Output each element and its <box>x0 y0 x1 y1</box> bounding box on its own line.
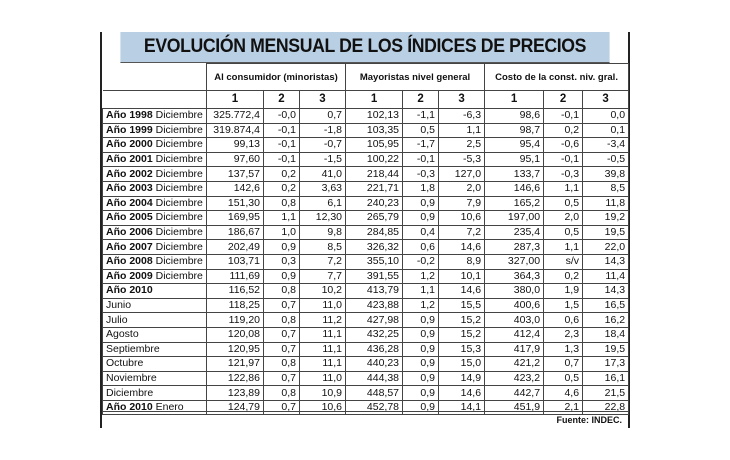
table-cell: 97,60 <box>207 152 264 167</box>
table-cell: 119,20 <box>207 313 264 328</box>
table-cell: -1,8 <box>300 123 346 138</box>
table-cell: 142,6 <box>207 181 264 196</box>
table-cell: 0,5 <box>544 371 583 386</box>
table-cell: 432,25 <box>346 327 403 342</box>
table-row <box>103 269 629 284</box>
col-number: 2 <box>403 91 439 109</box>
table-cell: 100,22 <box>346 152 403 167</box>
table-cell: 15,3 <box>439 342 485 357</box>
table-cell: 10,6 <box>439 211 485 226</box>
table-cell: s/v <box>544 254 583 269</box>
table-cell: 8,9 <box>439 254 485 269</box>
table-cell: 8,5 <box>300 240 346 255</box>
table-cell: 0,7 <box>264 371 300 386</box>
row-label-month: Diciembre <box>152 269 203 282</box>
table-cell: 9,8 <box>300 225 346 240</box>
table-cell: 22,8 <box>583 400 629 415</box>
table-cell: 412,4 <box>485 327 544 342</box>
table-cell: 14,6 <box>439 386 485 401</box>
table-cell: 0,9 <box>403 327 439 342</box>
table-row <box>103 400 629 415</box>
row-label <box>103 225 207 240</box>
table-cell: -0,1 <box>264 152 300 167</box>
table-cell: 1,1 <box>403 284 439 299</box>
table-cell: 11,8 <box>583 196 629 211</box>
table-cell: 98,7 <box>485 123 544 138</box>
table-cell: 0,4 <box>403 225 439 240</box>
table-cell: 124,79 <box>207 400 264 415</box>
table-cell: 122,86 <box>207 371 264 386</box>
row-label-month: Diciembre <box>152 182 203 195</box>
table-cell: 2,0 <box>439 181 485 196</box>
table-cell: 11,1 <box>300 327 346 342</box>
table-cell: 0,2 <box>544 269 583 284</box>
table-cell: 16,2 <box>583 313 629 328</box>
row-label-month: Agosto <box>106 328 139 341</box>
table-cell: 221,71 <box>346 181 403 196</box>
row-label <box>103 196 207 211</box>
table-cell: 10,1 <box>439 269 485 284</box>
row-label-month: Diciembre <box>152 196 203 209</box>
table-cell: 10,9 <box>300 386 346 401</box>
table-cell: 105,95 <box>346 138 403 153</box>
table-cell: 427,98 <box>346 313 403 328</box>
table-row <box>103 167 629 182</box>
table-cell: 1,1 <box>264 211 300 226</box>
table-cell: 0,9 <box>403 196 439 211</box>
row-label-month: Diciembre <box>152 255 203 268</box>
table-cell: 14,3 <box>583 284 629 299</box>
table-cell: 0,9 <box>264 240 300 255</box>
table-title: EVOLUCIÓN MENSUAL DE LOS ÍNDICES DE PRECIOS <box>120 32 609 63</box>
table-row <box>103 225 629 240</box>
table-cell: -0,6 <box>544 138 583 153</box>
table-cell: 202,49 <box>207 240 264 255</box>
table-cell: 0,1 <box>583 123 629 138</box>
table-cell: 186,67 <box>207 225 264 240</box>
row-label-month: Julio <box>106 313 128 326</box>
table-cell: 16,5 <box>583 298 629 313</box>
table-cell: 413,79 <box>346 284 403 299</box>
table-cell: 1,1 <box>544 181 583 196</box>
row-label-year: Año 2010 <box>106 284 153 297</box>
table-cell: 11,4 <box>583 269 629 284</box>
group-header-row <box>103 64 629 91</box>
row-label <box>103 269 207 284</box>
table-cell: -0,1 <box>403 152 439 167</box>
table-cell: 421,2 <box>485 357 544 372</box>
table-cell: 444,38 <box>346 371 403 386</box>
table-cell: 0,2 <box>264 181 300 196</box>
table-row <box>103 152 629 167</box>
table-row <box>103 357 629 372</box>
table-row <box>103 123 629 138</box>
table-row <box>103 211 629 226</box>
table-cell: -1,5 <box>300 152 346 167</box>
table-cell: 0,9 <box>403 211 439 226</box>
table-cell: 169,95 <box>207 211 264 226</box>
table-cell: 103,71 <box>207 254 264 269</box>
table-cell: 325.772,4 <box>207 109 264 124</box>
row-label <box>103 313 207 328</box>
col-number: 3 <box>439 91 485 109</box>
table-row <box>103 181 629 196</box>
table-cell: 0,8 <box>264 386 300 401</box>
table-cell: 391,55 <box>346 269 403 284</box>
row-label-month: Diciembre <box>152 123 203 136</box>
col-number: 1 <box>485 91 544 109</box>
row-label <box>103 181 207 196</box>
table-cell: 11,1 <box>300 357 346 372</box>
table-cell: 0,8 <box>264 357 300 372</box>
table-cell: 165,2 <box>485 196 544 211</box>
table-cell: 1,2 <box>403 298 439 313</box>
table-cell: 14,6 <box>439 240 485 255</box>
table-cell: 118,25 <box>207 298 264 313</box>
source-note: Fuente: INDEC. <box>556 415 622 425</box>
table-cell: -0,1 <box>264 138 300 153</box>
row-label <box>103 123 207 138</box>
row-label <box>103 386 207 401</box>
table-cell: -0,1 <box>264 123 300 138</box>
table-cell: -0,7 <box>300 138 346 153</box>
row-label <box>103 254 207 269</box>
table-cell: -0,3 <box>544 167 583 182</box>
table-cell: 15,2 <box>439 313 485 328</box>
table-cell: -5,3 <box>439 152 485 167</box>
row-label <box>103 211 207 226</box>
group-header-construction: Costo de la const. niv. gral. <box>485 64 629 91</box>
table-cell: 11,2 <box>300 313 346 328</box>
header-blank-2 <box>103 91 207 109</box>
table-cell: 98,6 <box>485 109 544 124</box>
table-cell: 2,5 <box>439 138 485 153</box>
table-cell: 14,1 <box>439 400 485 415</box>
table-cell: 326,32 <box>346 240 403 255</box>
col-number: 2 <box>544 91 583 109</box>
row-label <box>103 240 207 255</box>
table-cell: 0,8 <box>264 313 300 328</box>
table-cell: 7,7 <box>300 269 346 284</box>
table-cell: 10,6 <box>300 400 346 415</box>
table-cell: 14,3 <box>583 254 629 269</box>
col-number: 3 <box>300 91 346 109</box>
table-cell: 21,5 <box>583 386 629 401</box>
table-cell: 39,8 <box>583 167 629 182</box>
table-cell: 240,23 <box>346 196 403 211</box>
row-label-month: Noviembre <box>106 371 157 384</box>
table-cell: -0,5 <box>583 152 629 167</box>
table-cell: 2,3 <box>544 327 583 342</box>
table-cell: 284,85 <box>346 225 403 240</box>
table-cell: 95,4 <box>485 138 544 153</box>
table-cell: -0,3 <box>403 167 439 182</box>
row-label-month: Enero <box>152 401 184 414</box>
row-label <box>103 400 207 415</box>
table-cell: 16,1 <box>583 371 629 386</box>
table-cell: -0,0 <box>264 109 300 124</box>
table-cell: 355,10 <box>346 254 403 269</box>
table-cell: 0,5 <box>403 123 439 138</box>
table-cell: 1,5 <box>544 298 583 313</box>
group-header-consumer: Al consumidor (minoristas) <box>207 64 346 91</box>
price-index-table <box>102 63 629 415</box>
table-cell: -1,1 <box>403 109 439 124</box>
table-cell: 10,2 <box>300 284 346 299</box>
table-cell: -1,7 <box>403 138 439 153</box>
table-cell: 1,0 <box>264 225 300 240</box>
table-cell: 120,08 <box>207 327 264 342</box>
table-row <box>103 196 629 211</box>
col-number: 1 <box>207 91 264 109</box>
table-cell: 151,30 <box>207 196 264 211</box>
table-cell: 442,7 <box>485 386 544 401</box>
row-label-year: Año 2003 <box>106 182 153 195</box>
table-cell: 127,0 <box>439 167 485 182</box>
table-cell: 1,9 <box>544 284 583 299</box>
table-row <box>103 254 629 269</box>
table-cell: 218,44 <box>346 167 403 182</box>
table-cell: 121,97 <box>207 357 264 372</box>
row-label-month: Diciembre <box>152 138 203 151</box>
table-cell: 2,1 <box>544 400 583 415</box>
row-label-month: Diciembre <box>152 240 203 253</box>
table-cell: 116,52 <box>207 284 264 299</box>
table-bottom-rule <box>102 411 628 412</box>
row-label-year: Año 2002 <box>106 167 153 180</box>
table-cell: 1,8 <box>403 181 439 196</box>
header-blank <box>103 64 207 91</box>
row-label <box>103 284 207 299</box>
table-cell: 0,0 <box>583 109 629 124</box>
table-cell: 1,2 <box>403 269 439 284</box>
table-cell: 137,57 <box>207 167 264 182</box>
table-cell: 99,13 <box>207 138 264 153</box>
table-row <box>103 371 629 386</box>
table-cell: 6,1 <box>300 196 346 211</box>
table-cell: 146,6 <box>485 181 544 196</box>
table-cell: 423,2 <box>485 371 544 386</box>
col-number: 3 <box>583 91 629 109</box>
table-cell: -3,4 <box>583 138 629 153</box>
table-cell: 0,7 <box>544 357 583 372</box>
table-cell: 133,7 <box>485 167 544 182</box>
row-label <box>103 152 207 167</box>
row-label-year: Año 2006 <box>106 226 153 239</box>
row-label-year: Año 1998 <box>106 109 153 122</box>
row-label-year: Año 1999 <box>106 123 153 136</box>
table-row <box>103 298 629 313</box>
row-label <box>103 138 207 153</box>
table-cell: 19,5 <box>583 225 629 240</box>
table-cell: 111,69 <box>207 269 264 284</box>
table-cell: 19,5 <box>583 342 629 357</box>
table-row <box>103 327 629 342</box>
table-cell: 436,28 <box>346 342 403 357</box>
table-cell: 11,0 <box>300 298 346 313</box>
table-cell: 364,3 <box>485 269 544 284</box>
row-label <box>103 342 207 357</box>
col-number: 2 <box>264 91 300 109</box>
table-cell: 451,9 <box>485 400 544 415</box>
table-cell: -0,2 <box>403 254 439 269</box>
table-cell: 8,5 <box>583 181 629 196</box>
table-cell: 0,6 <box>544 313 583 328</box>
row-label <box>103 109 207 124</box>
table-cell: 102,13 <box>346 109 403 124</box>
table-cell: 0,7 <box>264 298 300 313</box>
table-cell: -0,1 <box>544 109 583 124</box>
table-cell: 15,0 <box>439 357 485 372</box>
table-cell: 452,78 <box>346 400 403 415</box>
table-cell: 2,0 <box>544 211 583 226</box>
row-label <box>103 327 207 342</box>
table-cell: 0,7 <box>264 400 300 415</box>
row-label-year: Año 2007 <box>106 240 153 253</box>
table-cell: -6,3 <box>439 109 485 124</box>
table-row <box>103 138 629 153</box>
row-label-month: Diciembre <box>152 153 203 166</box>
table-cell: 0,9 <box>403 342 439 357</box>
table-row <box>103 284 629 299</box>
table-row <box>103 313 629 328</box>
row-label-year: Año 2004 <box>106 196 153 209</box>
table-cell: 120,95 <box>207 342 264 357</box>
table-cell: 0,8 <box>264 284 300 299</box>
table-cell: 0,8 <box>264 196 300 211</box>
table-cell: 1,1 <box>439 123 485 138</box>
table-body <box>103 109 629 415</box>
row-label-month: Diciembre <box>152 226 203 239</box>
table-cell: 7,9 <box>439 196 485 211</box>
table-cell: 440,23 <box>346 357 403 372</box>
table-cell: 19,2 <box>583 211 629 226</box>
table-cell: 7,2 <box>439 225 485 240</box>
table-row <box>103 342 629 357</box>
table-cell: 0,6 <box>403 240 439 255</box>
table-cell: 11,0 <box>300 371 346 386</box>
row-label <box>103 371 207 386</box>
table-cell: 0,9 <box>264 269 300 284</box>
table-row <box>103 386 629 401</box>
table-cell: 0,7 <box>264 342 300 357</box>
table-cell: 1,1 <box>544 240 583 255</box>
row-label-month: Diciembre <box>152 167 203 180</box>
row-label-year: Año 2008 <box>106 255 153 268</box>
row-label <box>103 167 207 182</box>
row-label-month: Octubre <box>106 357 144 370</box>
row-label-month: Septiembre <box>106 342 160 355</box>
table-cell: 327,00 <box>485 254 544 269</box>
table-cell: 235,4 <box>485 225 544 240</box>
row-label-month: Diciembre <box>152 211 203 224</box>
row-label-year: Año 2000 <box>106 138 153 151</box>
table-cell: 0,9 <box>403 313 439 328</box>
table-cell: 17,3 <box>583 357 629 372</box>
table-cell: 0,5 <box>544 196 583 211</box>
row-label-year: Año 2005 <box>106 211 153 224</box>
table-cell: 18,4 <box>583 327 629 342</box>
table-cell: -0,1 <box>544 152 583 167</box>
table-cell: 4,6 <box>544 386 583 401</box>
table-cell: 15,2 <box>439 327 485 342</box>
table-cell: 287,3 <box>485 240 544 255</box>
row-label <box>103 298 207 313</box>
table-cell: 0,9 <box>403 386 439 401</box>
table-cell: 400,6 <box>485 298 544 313</box>
table-cell: 0,9 <box>403 357 439 372</box>
table-cell: 423,88 <box>346 298 403 313</box>
row-label-year: Año 2001 <box>106 153 153 166</box>
price-index-table-frame <box>100 32 630 428</box>
table-cell: 22,0 <box>583 240 629 255</box>
table-cell: 403,0 <box>485 313 544 328</box>
table-cell: 0,2 <box>544 123 583 138</box>
table-cell: 7,2 <box>300 254 346 269</box>
table-cell: 41,0 <box>300 167 346 182</box>
table-cell: 123,89 <box>207 386 264 401</box>
table-cell: 380,0 <box>485 284 544 299</box>
row-label-month: Diciembre <box>152 109 203 122</box>
table-cell: 14,9 <box>439 371 485 386</box>
table-row <box>103 240 629 255</box>
table-cell: 0,2 <box>264 167 300 182</box>
table-cell: 319.874,4 <box>207 123 264 138</box>
table-cell: 197,00 <box>485 211 544 226</box>
col-number: 1 <box>346 91 403 109</box>
table-cell: 0,7 <box>264 327 300 342</box>
row-label-month: Junio <box>106 299 132 312</box>
table-cell: 3,63 <box>300 181 346 196</box>
table-cell: 1,3 <box>544 342 583 357</box>
table-cell: 417,9 <box>485 342 544 357</box>
table-cell: 265,79 <box>346 211 403 226</box>
table-cell: 95,1 <box>485 152 544 167</box>
row-label-year: Año 2010 <box>106 401 153 414</box>
table-cell: 14,6 <box>439 284 485 299</box>
row-label-month: Diciembre <box>106 386 154 399</box>
table-cell: 15,5 <box>439 298 485 313</box>
table-cell: 448,57 <box>346 386 403 401</box>
row-label-year: Año 2009 <box>106 269 153 282</box>
table-row <box>103 109 629 124</box>
row-label <box>103 357 207 372</box>
column-number-row <box>103 91 629 109</box>
table-cell: 0,9 <box>403 400 439 415</box>
group-header-wholesale: Mayoristas nivel general <box>346 64 485 91</box>
table-cell: 11,1 <box>300 342 346 357</box>
table-cell: 12,30 <box>300 211 346 226</box>
table-cell: 0,7 <box>300 109 346 124</box>
table-cell: 103,35 <box>346 123 403 138</box>
table-cell: 0,5 <box>544 225 583 240</box>
table-cell: 0,9 <box>403 371 439 386</box>
table-cell: 0,3 <box>264 254 300 269</box>
